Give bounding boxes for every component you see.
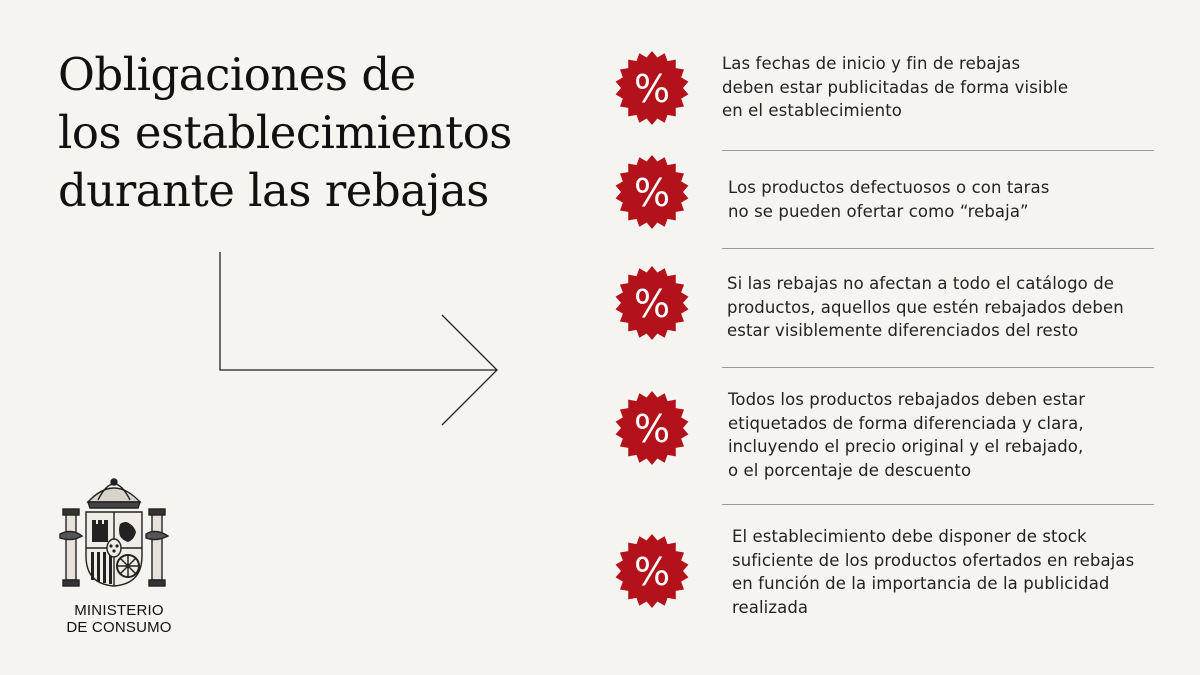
percent-symbol: % [633,282,671,326]
percent-symbol: % [633,407,671,451]
percent-symbol: % [633,550,671,594]
item-text: El establecimiento debe disponer de stock suficiente de los productos ofertados en rebajas en función de la importancia de la publicidad realizada [732,527,1135,617]
divider [722,504,1154,505]
item-text: Si las rebajas no afectan a todo el catálogo de productos, aquellos que estén rebajados deben estar visiblemente diferenciados del resto [727,274,1124,340]
divider [722,248,1154,249]
percent-badge-icon [612,531,692,611]
percent-symbol: % [633,171,671,215]
coat-of-arms-icon [58,476,170,594]
percent-badge-icon [612,388,692,468]
ministry-name [54,602,184,636]
divider [722,150,1154,151]
item-text: Todos los productos rebajados deben estar etiquetados de forma diferenciada y clara, incluyendo el precio original y el rebajado, o el porcentaje de descuento [728,390,1086,480]
percent-badge-icon [612,263,692,343]
divider [722,367,1154,368]
arrow-right-icon [0,0,520,440]
percent-symbol: % [633,67,671,111]
item-text: Los productos defectuosos o con taras no se pueden ofertar como “rebaja” [728,178,1050,221]
ministry-line: MINISTERIO [74,602,164,619]
percent-badge-icon [612,152,692,232]
title-line: durante las rebajas [58,164,489,217]
title-line: Obligaciones de [58,48,416,101]
title-line: los establecimientos [58,106,512,159]
ministry-line: DE CONSUMO [66,619,172,636]
item-text: Las fechas de inicio y fin de rebajas deben estar publicitadas de forma visible en el establecimiento [722,54,1069,120]
percent-badge-icon [612,48,692,128]
